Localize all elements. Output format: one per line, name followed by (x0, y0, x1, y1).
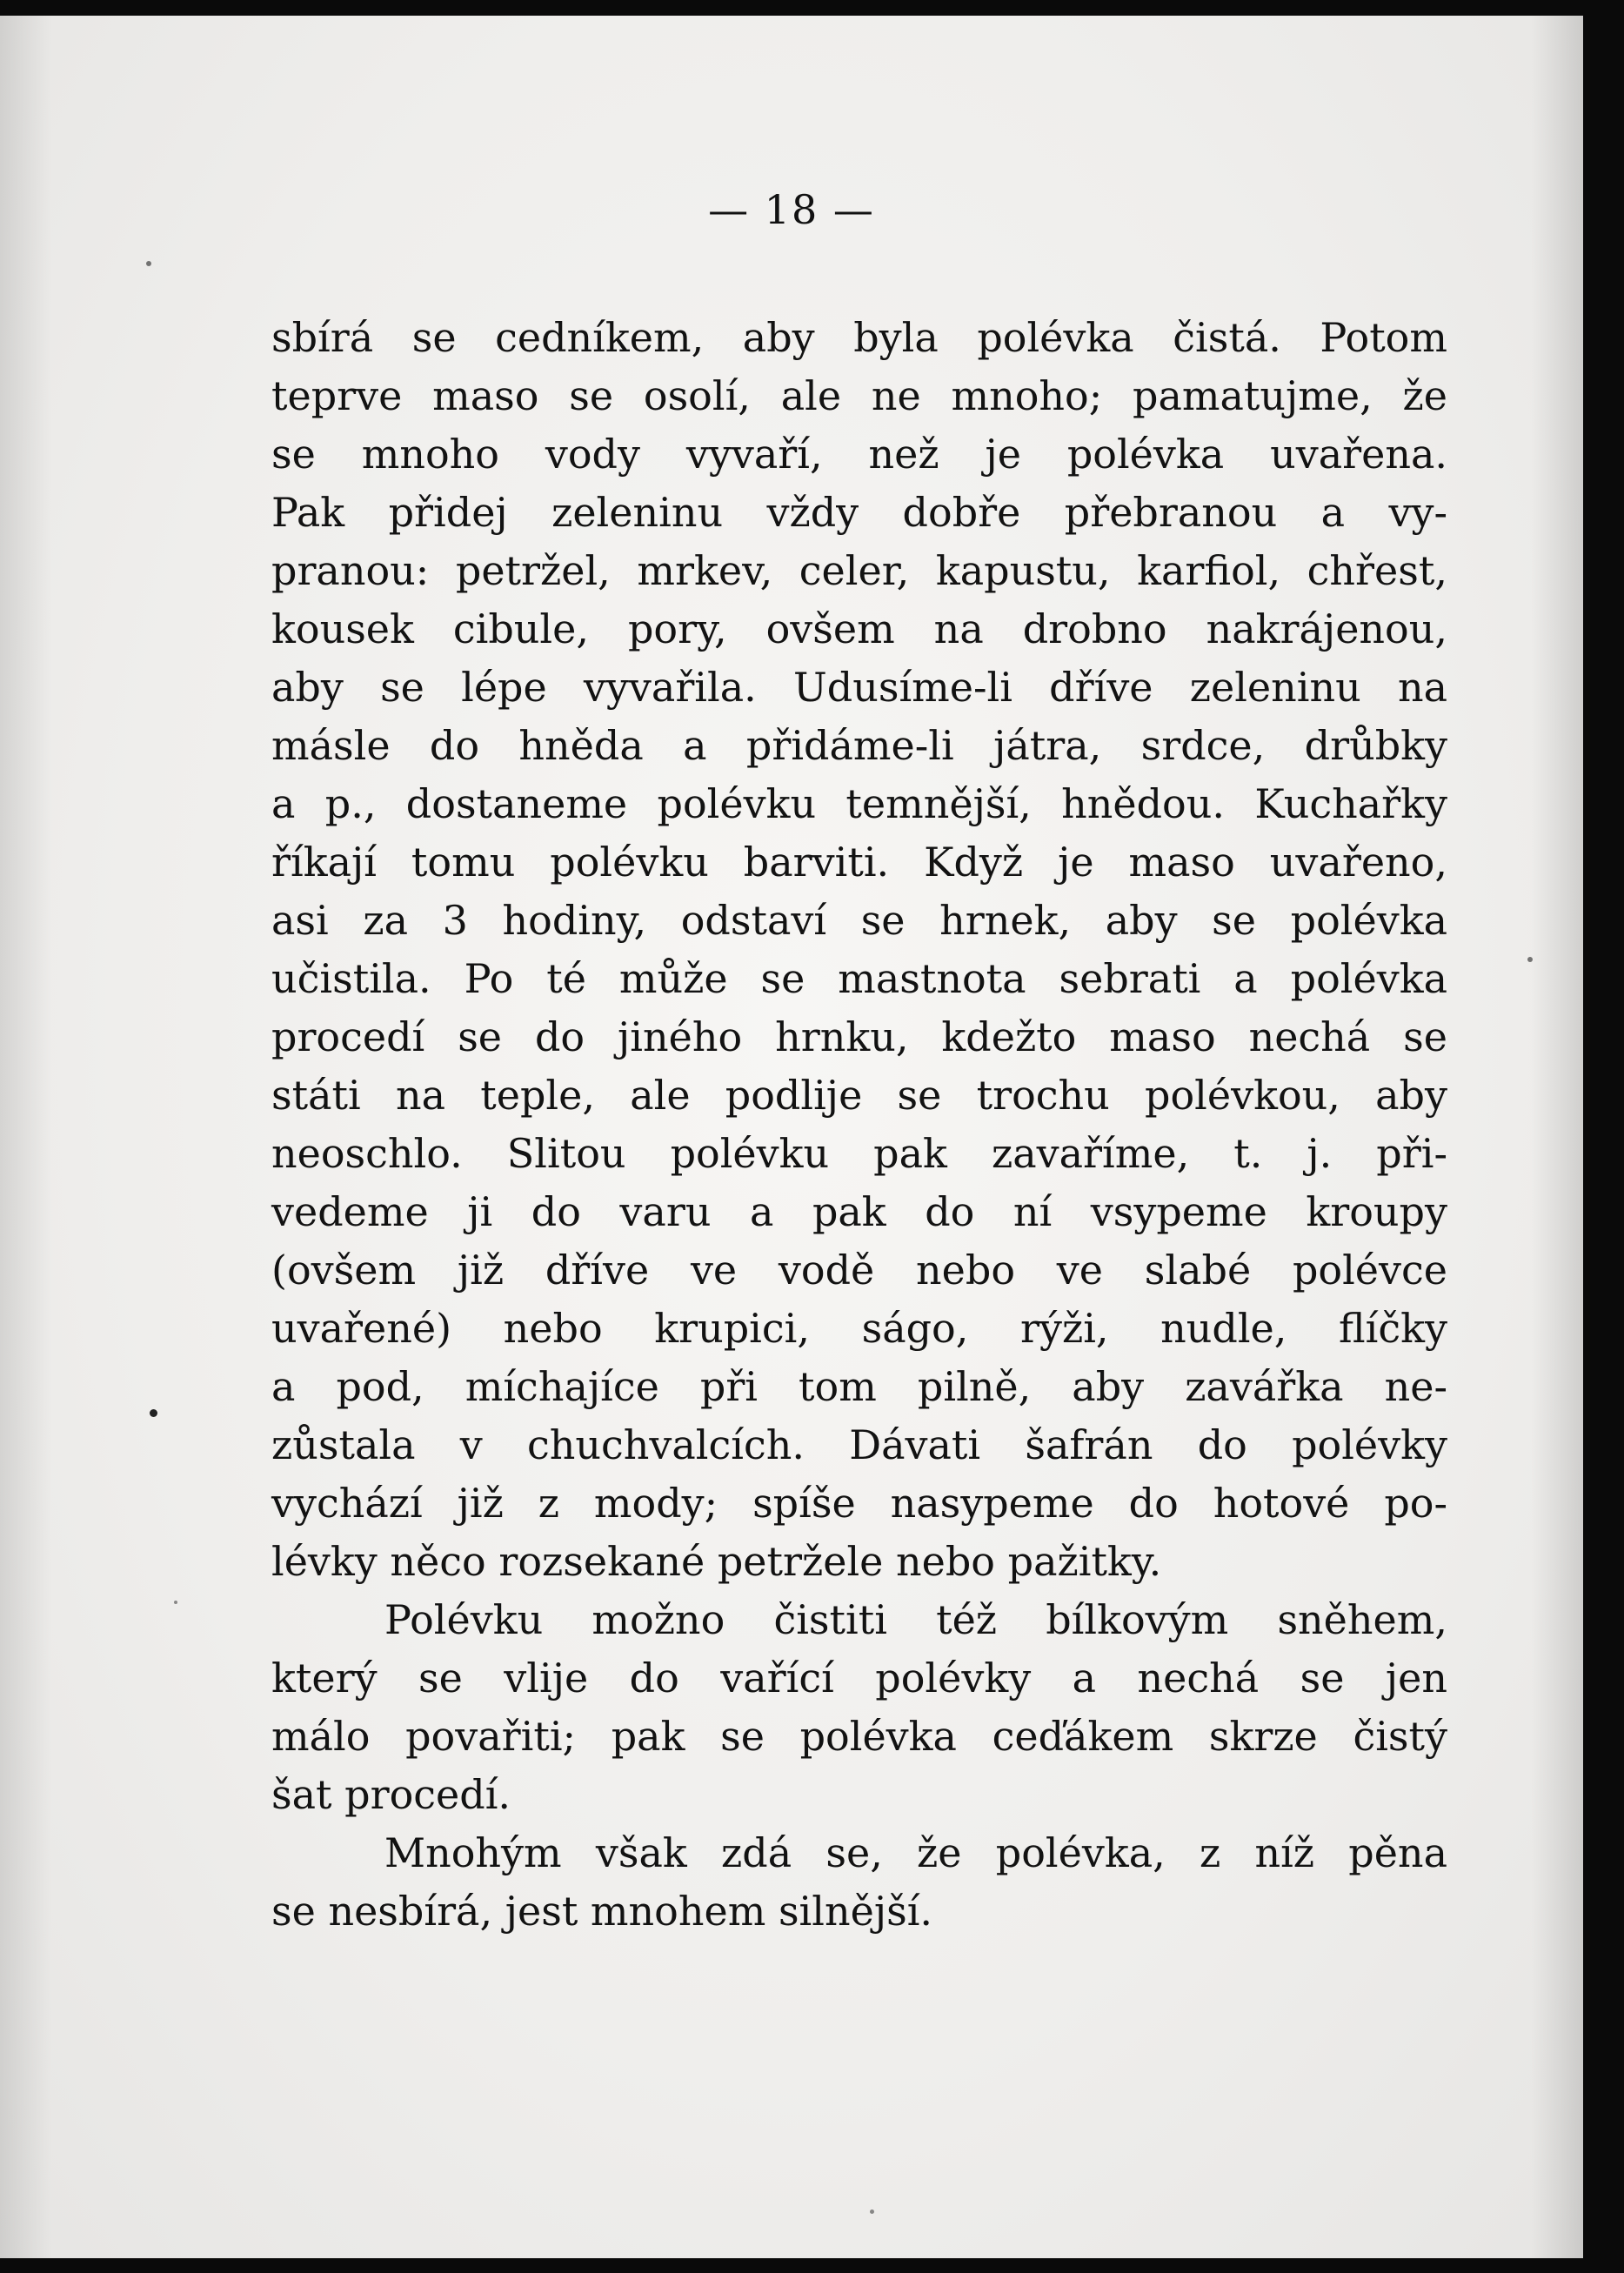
text-line: Pak přidej zeleninu vždy dobře přebranou a vy- (271, 489, 1447, 536)
book-page (0, 16, 1583, 2258)
text-line: a pod, míchajíce při tom pilně, aby zavářka ne- (271, 1363, 1447, 1410)
text-line: Mnohým však zdá se, že polévka, z níž pěna (384, 1829, 1447, 1876)
text-line: vychází již z mody; spíše nasypeme do hotové po- (271, 1480, 1447, 1527)
page-left-shadow (0, 16, 52, 2258)
text-line: který se vlije do vařící polévky a nechá se jen (271, 1655, 1447, 1701)
text-line: pranou: petržel, mrkev, celer, kapustu, karfiol, chřest, (271, 547, 1447, 594)
text-line: málo povařiti; pak se polévka ceďákem skrze čistý (271, 1713, 1447, 1760)
paragraph (271, 1591, 1447, 1824)
text-line: procedí se do jiného hrnku, kdežto maso nechá se (271, 1013, 1447, 1060)
page-number: — 18 — (708, 186, 875, 233)
text-line: se mnoho vody vyvaří, než je polévka uvařena. (271, 431, 1447, 478)
text-line: aby se lépe vyvařila. Udusíme-li dříve zeleninu na (271, 664, 1447, 711)
scan-speck (150, 1409, 157, 1417)
text-line: zůstala v chuchvalcích. Dávati šafrán do polévky (271, 1421, 1447, 1468)
text-line: a p., dostaneme polévku temnější, hnědou. Kuchařky (271, 780, 1447, 827)
text-line: učistila. Po té může se mastnota sebrati a polévka (271, 955, 1447, 1002)
text-line: se nesbírá, jest mnohem silnější. (271, 1888, 933, 1935)
text-line: (ovšem již dříve ve vodě nebo ve slabé polévce (271, 1247, 1447, 1294)
page-right-shadow (1531, 16, 1583, 2258)
text-line: asi za 3 hodiny, odstaví se hrnek, aby se polévka (271, 897, 1447, 944)
scan-speck (174, 1601, 177, 1604)
body-text (271, 309, 1447, 1941)
text-line: šat procedí. (271, 1771, 511, 1818)
text-line: vedeme ji do varu a pak do ní vsypeme kroupy (271, 1188, 1447, 1235)
text-line: teprve maso se osolí, ale ne mnoho; pamatujme, že (271, 372, 1447, 419)
text-line: neoschlo. Slitou polévku pak zavaříme, t. j. při- (271, 1130, 1447, 1177)
paragraph (271, 309, 1447, 1591)
text-line: uvařené) nebo krupici, ságo, rýži, nudle, flíčky (271, 1305, 1447, 1352)
text-line: Polévku možno čistiti též bílkovým sněhem, (384, 1596, 1447, 1643)
text-line: sbírá se cedníkem, aby byla polévka čistá. Potom (271, 314, 1447, 361)
text-line: másle do hněda a přidáme-li játra, srdce, drůbky (271, 722, 1447, 769)
scan-speck (1527, 957, 1533, 962)
text-line: říkají tomu polévku barviti. Když je maso uvařeno, (271, 839, 1447, 886)
scan-speck (146, 261, 151, 266)
text-line: lévky něco rozsekané petržele nebo pažitky. (271, 1538, 1162, 1585)
scan-speck (870, 2209, 874, 2214)
text-line: kousek cibule, pory, ovšem na drobno nakrájenou, (271, 605, 1447, 652)
paragraph (271, 1824, 1447, 1941)
text-line: státi na teple, ale podlije se trochu polévkou, aby (271, 1072, 1447, 1119)
